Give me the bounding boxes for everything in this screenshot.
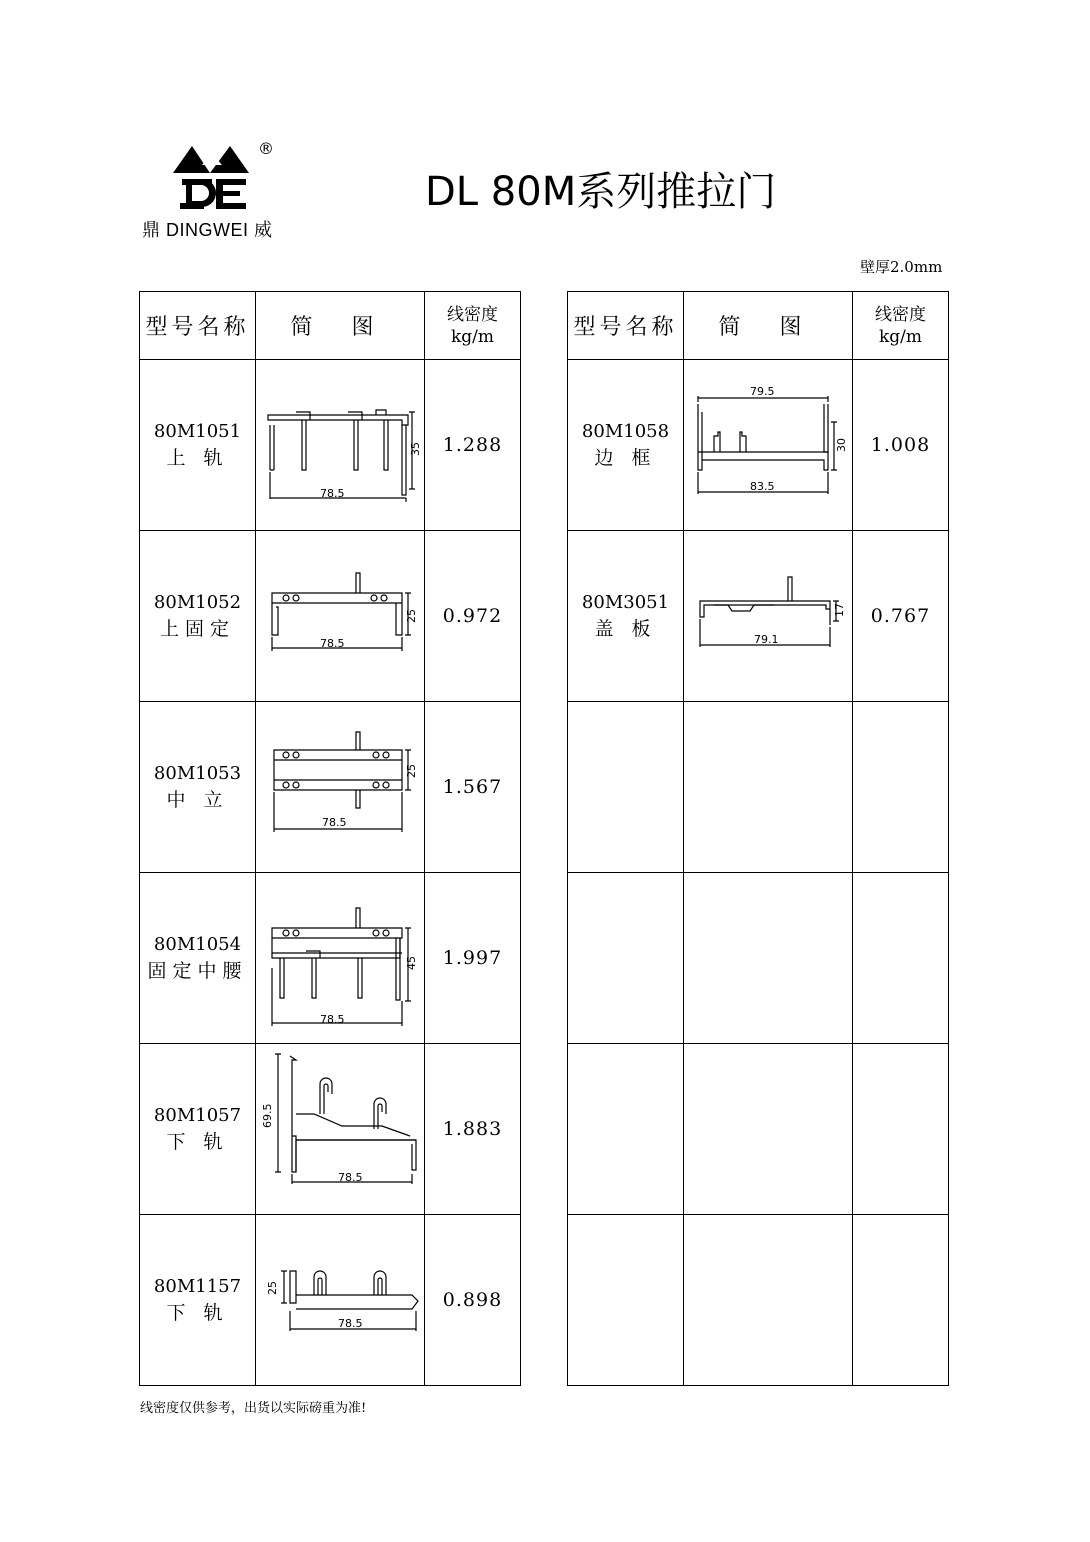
- profile-table-right: [567, 291, 949, 1386]
- header-model-name: 型号名称: [568, 292, 684, 360]
- dim-width: 78.5: [322, 816, 347, 829]
- header-density-label: 线密度: [875, 304, 926, 325]
- table-row: [140, 531, 521, 702]
- dim-height: 25: [266, 1281, 279, 1295]
- dim-height: 17: [833, 603, 846, 617]
- table-row: [568, 873, 949, 1044]
- brand-name: 鼎 DINGWEI 威: [142, 220, 273, 240]
- table-row: [568, 360, 949, 531]
- dim-width: 79.1: [754, 633, 779, 646]
- density-value: 1.008: [853, 360, 949, 531]
- header-model-name: 型号名称: [140, 292, 256, 360]
- header-figure: 简 图: [256, 292, 425, 360]
- density-value: 1.997: [425, 873, 521, 1044]
- dim-width: 78.5: [320, 637, 345, 650]
- density-value: 0.972: [425, 531, 521, 702]
- density-value: 1.288: [425, 360, 521, 531]
- header-density-unit: kg/m: [878, 326, 923, 347]
- profile-drawing-80m1054: [256, 873, 424, 1043]
- table-row: [568, 1215, 949, 1386]
- model-code: 80M1051: [153, 421, 242, 442]
- dim-top-width: 79.5: [750, 385, 775, 398]
- model-code: 80M1053: [153, 763, 242, 784]
- table-header-row: [140, 292, 521, 360]
- model-name: 上固定: [159, 618, 235, 640]
- model-code: 80M1157: [153, 1276, 242, 1297]
- table-row: [140, 873, 521, 1044]
- dim-width: 78.5: [338, 1317, 363, 1330]
- model-code: 80M1057: [153, 1105, 242, 1126]
- header-density: [853, 292, 949, 360]
- profile-drawing-80m1052: [256, 531, 424, 701]
- model-name: 边 框: [594, 447, 657, 469]
- profile-drawing-80m3051: [684, 531, 852, 701]
- model-name: 中 立: [166, 789, 229, 811]
- header-density: [425, 292, 521, 360]
- model-name: 下 轨: [166, 1131, 229, 1153]
- dim-height: 35: [409, 442, 422, 456]
- header-density-label: 线密度: [447, 304, 498, 325]
- dim-width: 78.5: [320, 1013, 345, 1026]
- model-name: 下 轨: [166, 1302, 229, 1324]
- profile-drawing-80m1051: [256, 360, 424, 530]
- dim-width: 78.5: [320, 487, 345, 500]
- table-row: [568, 702, 949, 873]
- density-value: 1.567: [425, 702, 521, 873]
- footnote: 线密度仅供参考，出货以实际磅重为准!: [140, 1401, 367, 1416]
- header-figure: 简 图: [684, 292, 853, 360]
- dim-height: 30: [835, 438, 848, 452]
- table-row: [140, 1215, 521, 1386]
- model-name: 盖 板: [594, 618, 657, 640]
- profile-drawing-80m1157: [256, 1215, 424, 1385]
- profile-table-left: [139, 291, 521, 1386]
- density-value: 0.767: [853, 531, 949, 702]
- header-density-unit: kg/m: [450, 326, 495, 347]
- density-value: 0.898: [425, 1215, 521, 1386]
- dim-height: 69.5: [261, 1103, 274, 1128]
- dim-width: 78.5: [338, 1171, 363, 1184]
- table-row: [568, 1044, 949, 1215]
- table-row: [140, 1044, 521, 1215]
- model-name: 固定中腰: [147, 960, 248, 982]
- model-code: 80M1058: [581, 421, 670, 442]
- model-code: 80M1052: [153, 592, 242, 613]
- table-header-row: [568, 292, 949, 360]
- dim-bottom-width: 83.5: [750, 480, 775, 493]
- model-code: 80M3051: [581, 592, 670, 613]
- model-code: 80M1054: [153, 934, 242, 955]
- dim-height: 45: [405, 956, 418, 970]
- wall-thickness-note: 壁厚2.0mm: [860, 258, 943, 276]
- profile-drawing-80m1057: [256, 1044, 424, 1214]
- table-row: [140, 702, 521, 873]
- registered-mark: ®: [258, 139, 274, 158]
- dim-height: 25: [405, 609, 418, 623]
- dim-height: 25: [405, 764, 418, 778]
- profile-drawing-80m1053: [256, 702, 424, 872]
- density-value: 1.883: [425, 1044, 521, 1215]
- table-row: [140, 360, 521, 531]
- model-name: 上 轨: [166, 447, 229, 469]
- page-title: DL 80M系列推拉门: [425, 169, 777, 215]
- profile-drawing-80m1058: [684, 360, 852, 530]
- table-row: [568, 531, 949, 702]
